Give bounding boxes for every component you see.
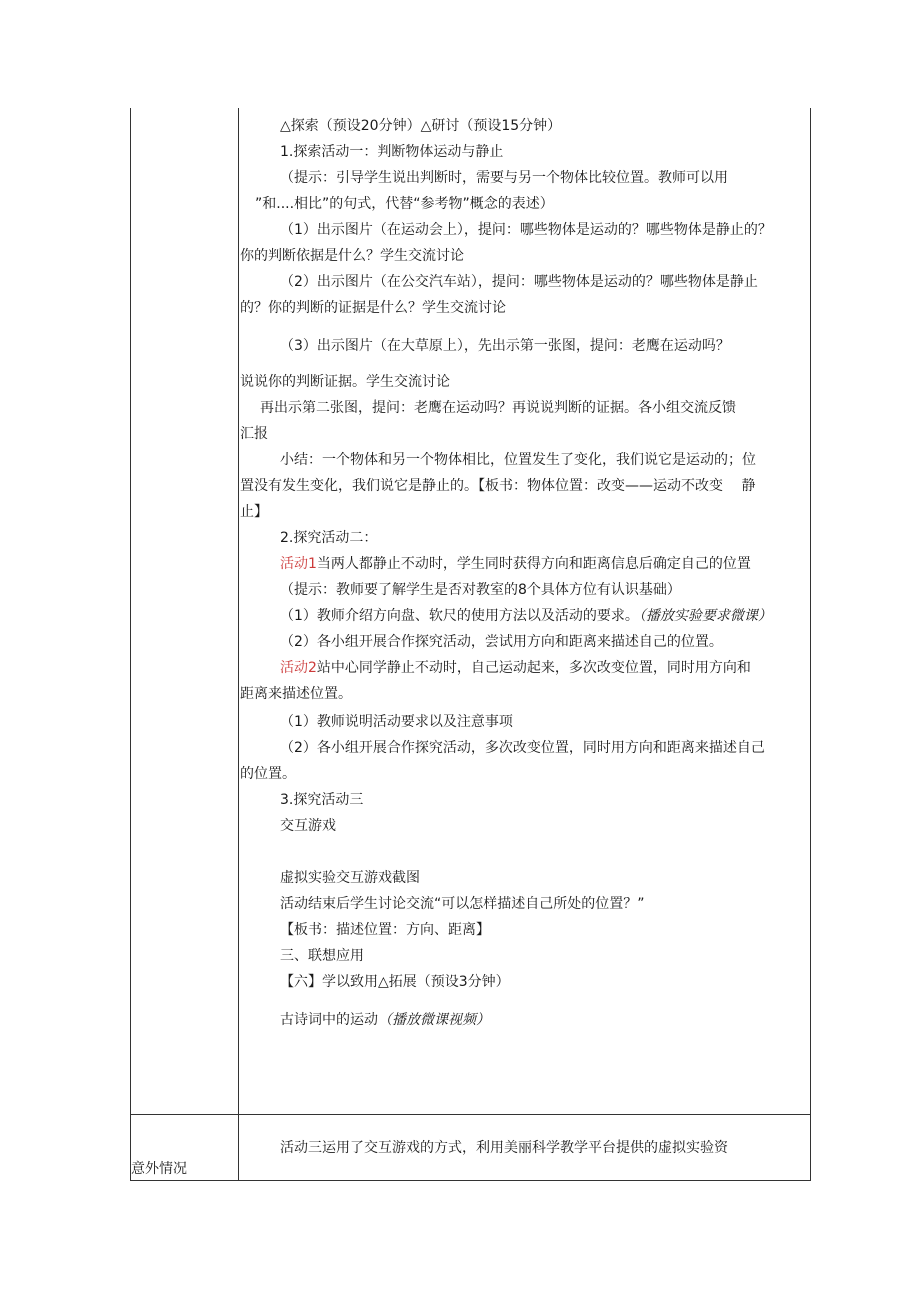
table-left-border bbox=[130, 108, 131, 1181]
activity1-summary-line2: 置没有发生变化，我们说它是静止的。【板书：物体位置：改变——运动不改变 静 bbox=[240, 478, 756, 494]
activity2-task1-item2: （2）各小组开展合作探究活动，尝试用方向和距离来描述自己的位置。 bbox=[280, 634, 723, 650]
activity2-task2-line2: 距离来描述位置。 bbox=[240, 686, 352, 702]
activity1-item3-line4: 汇报 bbox=[240, 426, 268, 442]
table-row-divider bbox=[130, 1114, 811, 1115]
activity2-task1-text: 当两人都静止不动时，学生同时获得方向和距离信息后确定自己的位置 bbox=[316, 556, 751, 572]
activity1-hint-line2: ”和....相比”的句式，代替“参考物”概念的表述） bbox=[255, 196, 554, 212]
table-bottom-border bbox=[130, 1180, 811, 1181]
activity1-item3-line1: （3）出示图片（在大草原上），先出示第一张图，提问：老鹰在运动吗？ bbox=[280, 338, 730, 354]
unexpected-situation-text: 活动三运用了交互游戏的方式，利用美丽科学教学平台提供的虚拟实验资 bbox=[280, 1140, 728, 1156]
activity2-task2-text: 站中心同学静止不动时，自己运动起来，多次改变位置，同时用方向和 bbox=[316, 660, 751, 676]
activity2-task2-item2-line1: （2）各小组开展合作探究活动，多次改变位置，同时用方向和距离来描述自己 bbox=[280, 740, 765, 756]
activity3-discussion: 活动结束后学生讨论交流“可以怎样描述自己所处的位置？” bbox=[280, 896, 645, 912]
table-right-border bbox=[810, 108, 811, 1181]
activity1-title: 1.探索活动一：判断物体运动与静止 bbox=[280, 144, 504, 160]
activity2-task1-hint: （提示：教师要了解学生是否对教室的8个具体方位有认识基础） bbox=[280, 582, 681, 598]
application-poem bbox=[280, 1010, 490, 1030]
activity2-task2-item2-line2: 的位置。 bbox=[240, 766, 296, 782]
section-header: △探索（预设20分钟）△研讨（预设15分钟） bbox=[280, 118, 562, 134]
activity2-task1-item1 bbox=[280, 606, 772, 626]
application-title: 三、联想应用 bbox=[280, 948, 364, 964]
activity1-item1-line2: 你的判断依据是什么？学生交流讨论 bbox=[240, 248, 464, 264]
table-divider-border bbox=[238, 108, 239, 1181]
activity2-task1-item1-text: （1）教师介绍方向盘、软尺的使用方法以及活动的要求。 bbox=[280, 608, 639, 624]
activity1-summary-line3: 止】 bbox=[240, 504, 268, 520]
activity3-game: 交互游戏 bbox=[280, 818, 336, 834]
activity1-item2-line2: 的？你的判断的证据是什么？学生交流讨论 bbox=[240, 300, 506, 316]
activity1-item3-line3: 再出示第二张图，提问：老鹰在运动吗？再说说判断的证据。各小组交流反馈 bbox=[260, 400, 736, 416]
activity2-title: 2.探究活动二： bbox=[280, 530, 378, 546]
activity1-item2-line1: （2）出示图片（在公交汽车站），提问：哪些物体是运动的？哪些物体是静止 bbox=[280, 274, 758, 290]
application-extension: 【六】学以致用△拓展（预设3分钟） bbox=[280, 974, 510, 990]
activity2-task1 bbox=[280, 554, 751, 574]
activity2-task1-item1-note: （播放实验要求微课） bbox=[638, 608, 772, 624]
activity3-screenshot-caption: 虚拟实验交互游戏截图 bbox=[280, 870, 420, 886]
activity2-task2-item1: （1）教师说明活动要求以及注意事项 bbox=[280, 714, 513, 730]
unexpected-situation-label: 意外情况 bbox=[131, 1161, 187, 1177]
activity1-item1-line1: （1）出示图片（在运动会上），提问：哪些物体是运动的？哪些物体是静止的？ bbox=[280, 222, 772, 238]
application-poem-text: 古诗词中的运动 bbox=[280, 1012, 378, 1028]
activity1-summary-line1: 小结：一个物体和另一个物体相比，位置发生了变化，我们说它是运动的；位 bbox=[280, 452, 756, 468]
activity2-task2-label: 活动2 bbox=[280, 660, 317, 676]
activity3-board-note: 【板书：描述位置：方向、距离】 bbox=[280, 922, 490, 938]
activity2-task2 bbox=[280, 658, 751, 678]
activity1-item3-line2: 说说你的判断证据。学生交流讨论 bbox=[240, 374, 450, 390]
activity2-task1-label: 活动1 bbox=[280, 556, 317, 572]
activity3-title: 3.探究活动三 bbox=[280, 792, 364, 808]
application-poem-note: （播放微课视频） bbox=[378, 1012, 490, 1028]
activity1-hint-line1: （提示：引导学生说出判断时，需要与另一个物体比较位置。教师可以用 bbox=[280, 170, 728, 186]
